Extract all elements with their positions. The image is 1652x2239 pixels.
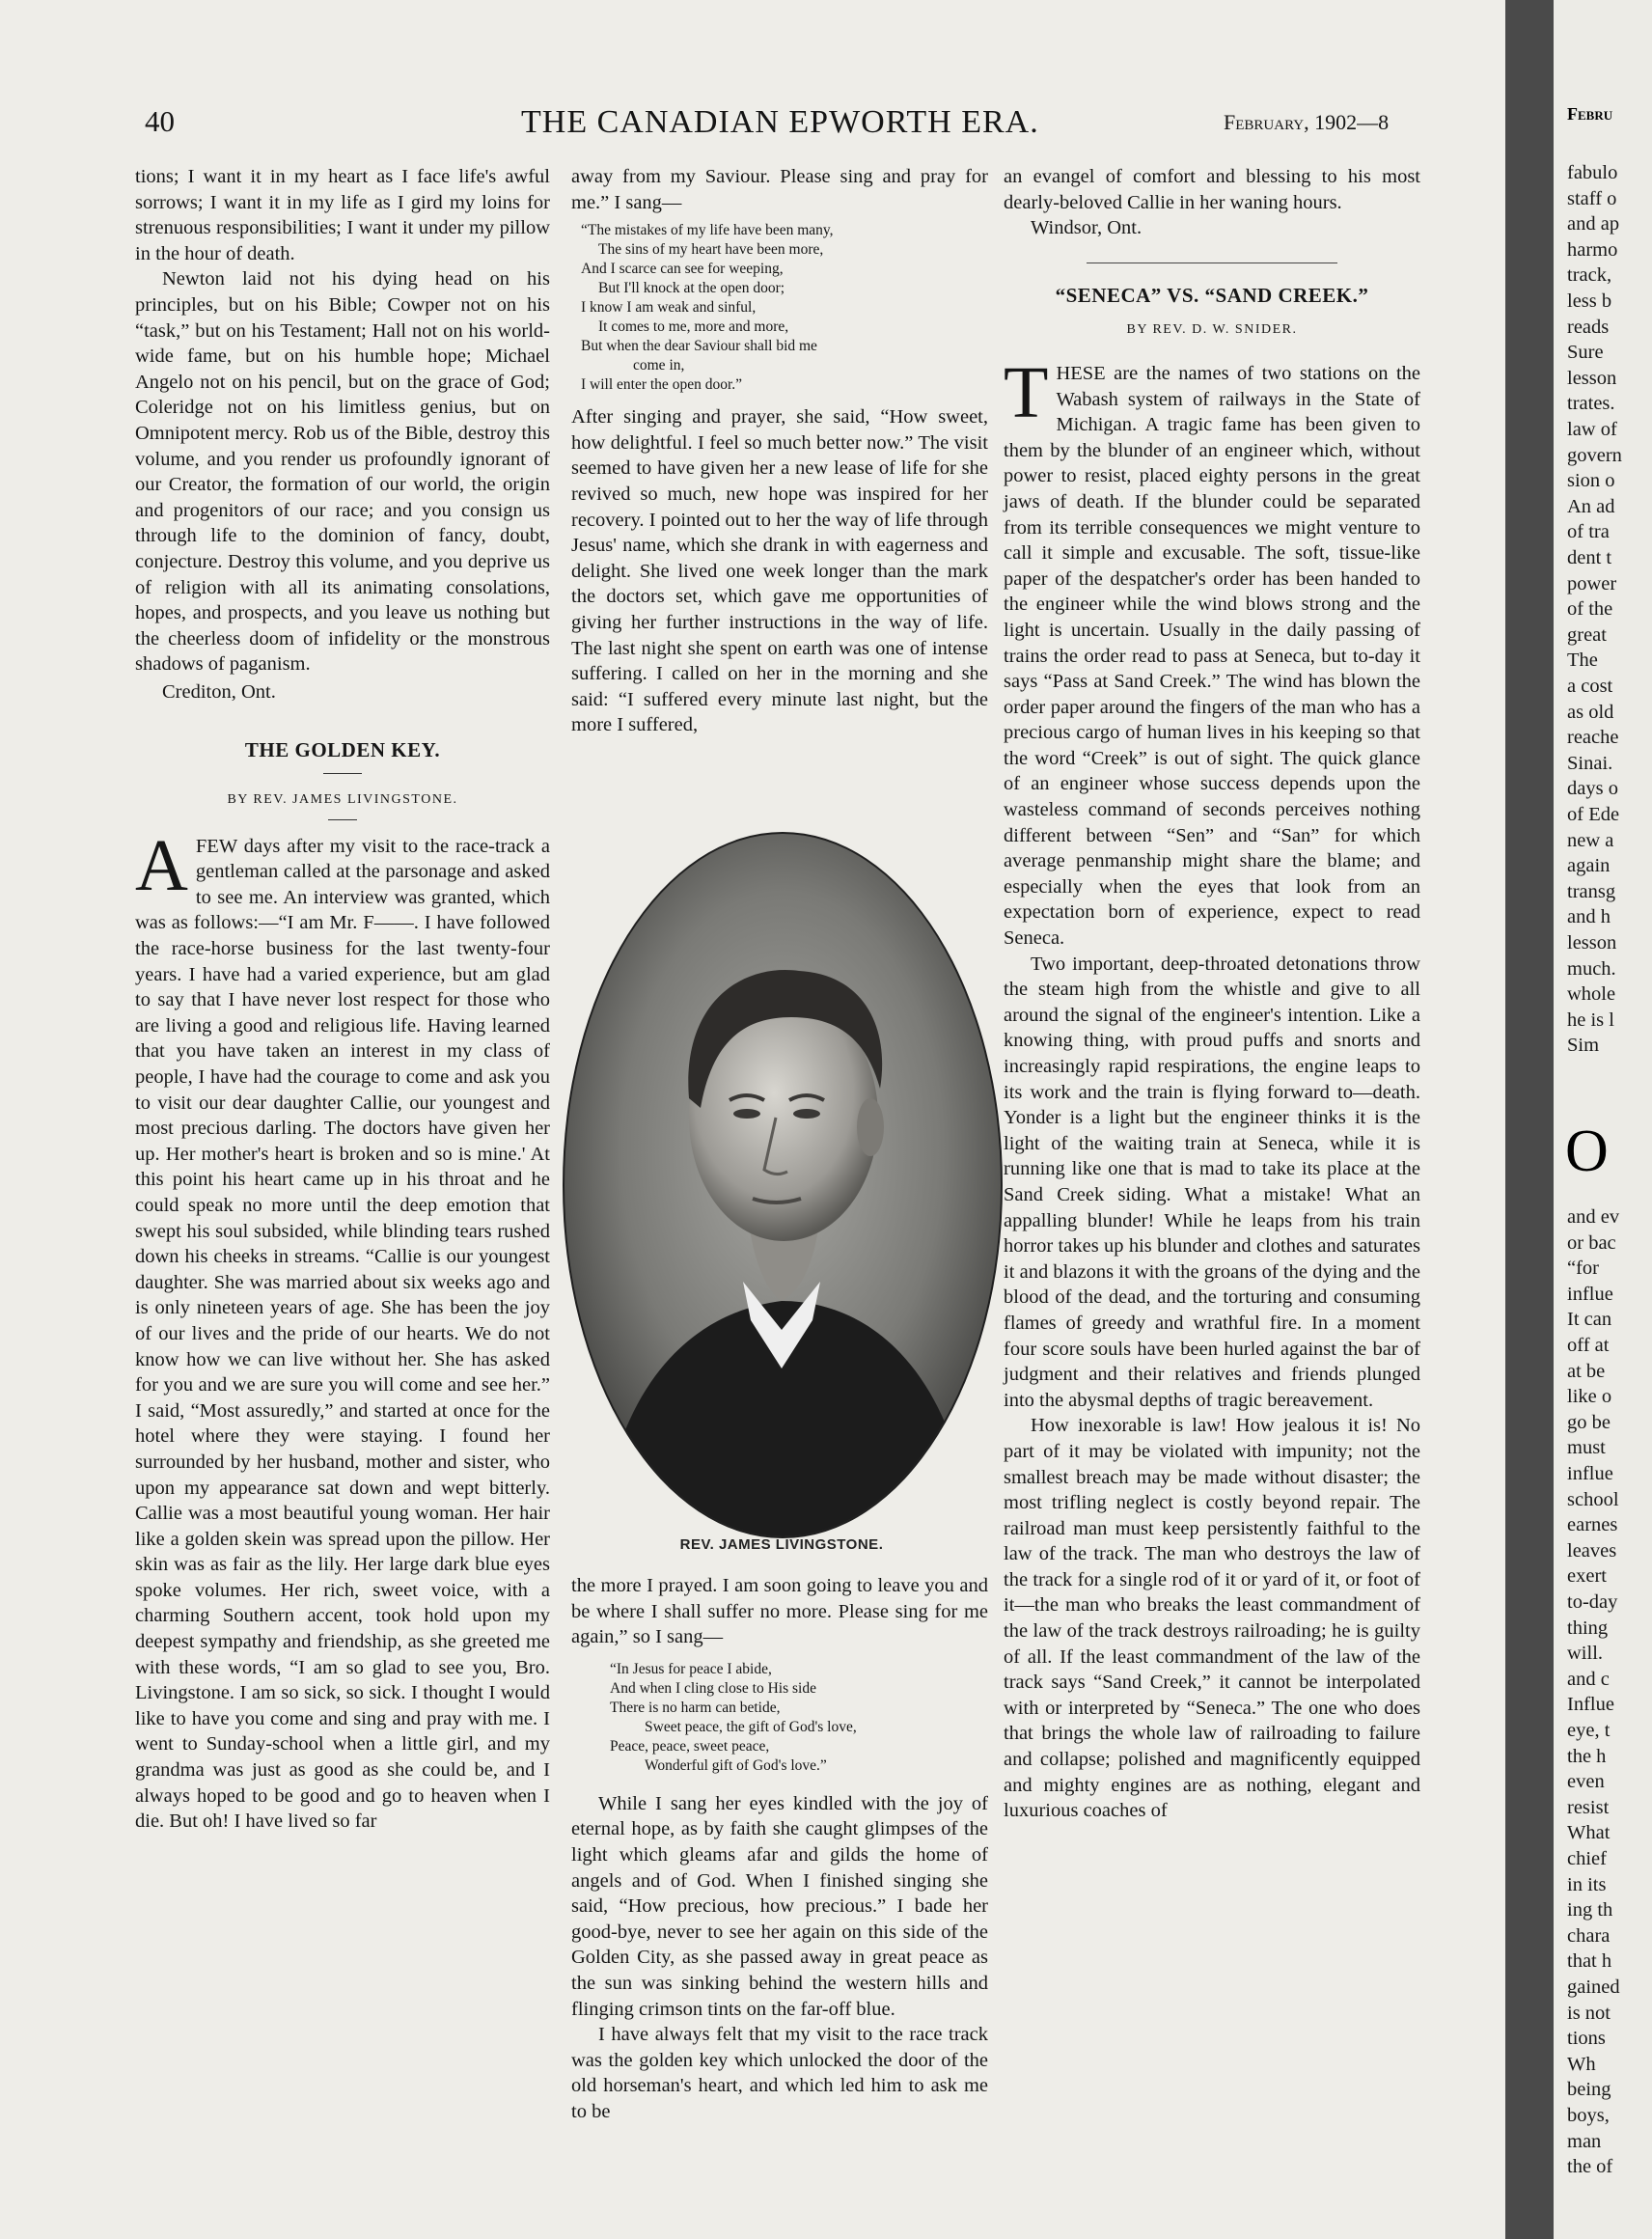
verse-line: And I scarce can see for weeping, [581,261,784,278]
paragraph: away from my Saviour. Please sing and pray for me.” I sang— [571,166,988,213]
byline: BY REV. D. W. SNIDER. [1126,322,1298,338]
text-fragment: days o [1567,778,1618,800]
text-fragment: of Ede [1567,804,1620,825]
text-fragment: to-day [1567,1591,1618,1613]
verse-line: But when the dear Saviour shall bid me [581,338,817,355]
text-fragment: power [1567,572,1617,594]
text-fragment: It can [1567,1309,1612,1331]
text-fragment: Wh [1567,2053,1596,2075]
issue-date: February, 1902—8 [1224,110,1390,134]
verse-line: But I'll knock at the open door; [598,280,785,297]
text-fragment: fabulo [1567,162,1618,183]
byline: BY REV. JAMES LIVINGSTONE. [227,792,458,808]
verse-line: “In Jesus for peace I abide, [610,1660,772,1677]
text-fragment: reache [1567,727,1619,749]
text-fragment: Sinai. [1567,752,1613,774]
verse-line: Peace, peace, sweet peace, [610,1737,770,1755]
article-body [135,824,550,1835]
publication-title: THE CANADIAN EPWORTH ERA. [521,104,1039,140]
text-fragment: trates. [1567,393,1615,415]
text-fragment: being [1567,2079,1611,2101]
verse-line: I will enter the open door.” [581,376,743,394]
column-3 [1004,164,1420,1824]
column-2-continued [571,1573,988,2125]
text-fragment: thing [1567,1617,1609,1639]
text-fragment: An ad [1567,495,1615,517]
verse-line: The sins of my heart have been more, [598,241,824,259]
text-fragment: gained [1567,1976,1620,1998]
dateline: Crediton, Ont. [162,680,276,703]
text-fragment: or bac [1567,1231,1616,1254]
text-fragment: of tra [1567,521,1610,543]
verse-line: come in, [633,357,685,374]
text-fragment: influe [1567,1463,1613,1484]
text-fragment: earnes [1567,1514,1618,1536]
text-fragment: even [1567,1771,1605,1793]
verse-line: It comes to me, more and more, [598,318,789,336]
paragraph: FEW days after my visit to the race-track a gentleman called at the parsonage and asked to see me. An interview was granted, which was as follows:—“I am Mr. F——. I have followed the race-horse business for the last twenty-four years. I have had a varied experience, but am glad to say that I have never lost respect for those who are living a good and religious life. Having learned that you have taken an interest in my class of people, I have had the courage to come and ask you to visit our dear daughter Callie, our youngest and most precious darling. The doctors have given her up. Her mother's heart is broken and so is mine.' At this point his heart came up in his throat and he could speak no more until the deep emotion that swept his soul subsided, while blinding tears rushed down his cheeks in streams. “Callie is our youngest daughter. She was married about six weeks ago and is only nineteen years of age. She has been the joy of our lives and the pride of our hearts. We do not know how we can live without her. She has asked for you and we are sure you will come and see her.” I said, “Most assuredly,” and started at once for the hotel where they were staying. I found her surrounded by her husband, mother and sister, who upon my appearance sat down and wept bitterly. Callie was a most beautiful young woman. Her hair like a golden skein was spread upon the pillow. Her skin was as fair as the lily. Her large dark blue eyes spoke volumes. Her rich, sweet voice, with a charming Southern accent, took hold upon my deepest sympathy and friendship, as she greeted me with these words, “I am so glad to see you, Bro. Livingstone. I am so sick, so sick. I thought I would like to have you come and sing and pray with me. I went to Sunday-school when a little girl, and my grandma was just as good as she could be, and I always hoped to be good and go to heaven when I die. But oh! I have lived so far [135,835,550,1833]
text-fragment: govern [1567,444,1622,466]
text-fragment: chief [1567,1848,1607,1869]
verse-line: Wonderful gift of God's love.” [645,1756,827,1774]
paragraph: While I sang her eyes kindled with the joy of eternal hope, as by faith she caught glimpses of the light which gleams afar and gilds the home of angels and of God. When I finished singing she said, “How precious, how precious.” I bade her good-bye, never to see her again on this side of the Golden City, as she passed away in great peace as the sun was sinking behind the western hills and flinging crimson tints on the far-off blue. [571,1792,988,2020]
drop-cap: A [135,824,188,906]
text-fragment: transg [1567,880,1616,902]
text-fragment: and c [1567,1668,1610,1690]
page-gutter [1505,0,1554,2239]
text-fragment: at be [1567,1360,1606,1382]
text-fragment: dent t [1567,547,1612,568]
text-fragment: track, [1567,264,1612,287]
paragraph: I have always felt that my visit to the race track was the golden key which unlocked the door of the old horseman's heart, and which led him to ask me to be [571,2024,988,2122]
text-fragment: that h [1567,1950,1612,1973]
text-fragment: a cost [1567,676,1613,697]
verse-line: Sweet peace, the gift of God's love, [645,1718,857,1735]
portrait-image [560,828,1005,1542]
page-number: 40 [145,104,175,138]
text-fragment: the of [1567,2156,1613,2178]
divider [323,773,362,774]
text-fragment: ing th [1567,1899,1613,1921]
text-fragment: eye, t [1567,1720,1611,1741]
text-fragment: as old [1567,701,1614,723]
text-fragment: great [1567,623,1607,646]
text-fragment: must [1567,1437,1606,1459]
text-fragment: of the [1567,598,1613,621]
text-fragment: man [1567,2130,1602,2152]
paragraph: Two important, deep-throated detonations throw the steam high from the whistle and give to all around the signal of the engineer's intention. Like a knowing thing, with proud puffs and snorts and increasingly rapid respirations, the engine leaps to its work and the train is flying forward to—death. Yonder is a light but the engineer thinks it is the light of the waiting train at Seneca, while it is running like one that is mad to take its place at the Sand Creek siding. What a mistake! What an appalling blunder! While he leaps from his train horror takes up his blunder and clothes and saturates it and blazons it with the groans of the dying and the blood of the dead, and the torturing and consuming flames of greedy and wrathful fire. In a moment four score souls have been hurled against the bar of judgment and their relatives and friends plunged into the abysmal depths of tragic bereavement. [1004,953,1420,1411]
paragraph: tions; I want it in my heart as I face life's awful sorrows; I want it in my life as I gird my loins for strenuous responsibilities; I want it under my pillow in the hour of death. [135,166,550,264]
text-fragment: like o [1567,1386,1612,1408]
paragraph: HESE are the names of two stations on the Wabash system of railways in the State of Michigan. A tragic fame has been given to them by the blunder of an engineer which, without power to resist, placed eighty persons in the great jaws of death. If the blunder could be separated from its terrible consequences we might venture to call it simple and excusable. The soft, tissue-like paper of the despatcher's order has been handed to the engineer while the wind blows strong and the light is uncertain. Usually in the daily passing of trains the order read to pass at Seneca, but to-day it says “Pass at Sand Creek.” The wind has blown the order paper around the fingers of the man who has a precious cargo of human lives in his keeping so that the word “Creek” is out of sight. The quick glance of an engineer whose success depends upon the wasteless command of seconds perceives nothing different between “Sen” and “San” for which average penmanship might share the blame; and especially when the eyes that look from an expectation born of experience, expect to read Seneca. [1004,362,1420,950]
article-body [1004,351,1420,952]
column-1 [135,164,550,1835]
facing-page-header: Febru [1567,104,1613,124]
paragraph: Newton laid not his dying head on his principles, but on his Bible; Cowper not on his “task,” but on his Testament; Hall not on his world-wide fame, but on his humble hope; Michael Angelo not on his pencil, but on the grace of God; Coleridge not on his limitless genius, but on Omnipotent mercy. Rob us of the Bible, destroy this volume, and you render us profoundly ignorant of our Creator, the formation of our world, the origin and progenitors of our race; and you consign us through life to the dominion of fancy, doubt, conjecture. Destroy this volume, and you deprive us of religion with all its animating consolations, hopes, and prospects, and you leave us nothing but the cheerless doom of infidelity or the monstrous shadows of paganism. [135,268,550,676]
text-fragment: law of [1567,419,1617,440]
text-fragment: again [1567,855,1611,877]
text-fragment: reads [1567,316,1610,338]
text-fragment: influe [1567,1283,1613,1305]
text-fragment: tions [1567,2028,1606,2050]
divider [328,819,357,820]
text-fragment: and ev [1567,1206,1620,1228]
hymn-verse [581,221,988,395]
text-fragment: off at [1567,1335,1610,1356]
hymn-verse [610,1660,988,1776]
paragraph: the more I prayed. I am soon going to leave you and be where I shall suffer no more. Please sing for me again,” so I sang— [571,1575,988,1648]
text-fragment: staff o [1567,187,1617,209]
text-fragment: chara [1567,1924,1611,1947]
text-fragment: less b [1567,290,1612,312]
text-fragment: leaves [1567,1539,1617,1562]
text-fragment: in its [1567,1873,1607,1895]
text-fragment: boys, [1567,2105,1610,2126]
text-fragment: “for [1567,1258,1600,1280]
verse-line: There is no harm can betide, [610,1699,781,1716]
text-fragment: new a [1567,829,1614,851]
paragraph: an evangel of comfort and blessing to his most dearly-beloved Callie in her waning hours. [1004,166,1420,213]
text-fragment: whole [1567,983,1616,1006]
text-fragment: will. [1567,1643,1604,1665]
text-fragment: lesson [1567,932,1617,954]
verse-line: I know I am weak and sinful, [581,299,757,317]
text-fragment: lesson [1567,367,1617,389]
facing-page-edge [1554,0,1652,2239]
text-fragment: Influe [1567,1694,1614,1716]
text-fragment: Sim [1567,1035,1600,1057]
portrait-caption: REV. JAMES LIVINGSTONE. [679,1536,884,1553]
verse-line: “The mistakes of my life have been many, [581,222,834,239]
text-fragment: the h [1567,1745,1607,1767]
dateline: Windsor, Ont. [1031,217,1143,239]
text-fragment: exert [1567,1565,1607,1588]
paragraph: After singing and prayer, she said, “How sweet, how delightful. I feel so much better now.” The visit seemed to have given her a new lease of life for she revived so much, new hope was inspired for her recovery. I pointed out to her the way of life through Jesus' name, which she drank in with eagerness and delight. She lived one week longer than the mark the doctors set, which gave me opportunities of giving her further instructions in the way of life. The last night she spent on earth was one of intense suffering. I called on her in the morning and she said: “I suffered every minute last night, but the more I suffered, [571,406,988,736]
text-fragment: go be [1567,1411,1611,1433]
text-fragment: resist [1567,1796,1610,1818]
text-fragment: harmo [1567,238,1618,261]
drop-cap: O [1565,1119,1609,1184]
text-fragment: school [1567,1488,1619,1510]
text-fragment: is not [1567,2002,1611,2024]
article-heading: THE GOLDEN KEY. [244,738,441,762]
text-fragment: Sure [1567,342,1604,364]
paragraph: How inexorable is law! How jealous it is! No part of it may be violated with impunity; not the smallest breach may be made without disaster; the most trifling neglect is costly beyond repair. The railroad man must keep persistently faithful to the law of the track. The man who destroys the law of the track for a single rod of it or yard of it, or foot of it—the man who breaks the least commandment of the law of the track destroys railroading; he is guilty of all. If the least commandment of the law of the track says “Sand Creek,” it cannot be interpolated with or interpreted by “Seneca.” The one who does that brings the whole law of railroading to failure and collapse; polished and magnificently equipped and mighty engines are as nothing, elegant and luxurious coaches of [1004,1415,1420,1822]
drop-cap: T [1004,351,1049,433]
text-fragment: sion o [1567,470,1615,492]
text-fragment: and ap [1567,213,1620,235]
column-2 [571,164,988,738]
article-heading: “SENECA” VS. “SAND CREEK.” [1055,283,1369,307]
text-fragment: and h [1567,906,1611,928]
verse-line: And when I cling close to His side [610,1679,816,1697]
text-fragment: he is l [1567,1009,1614,1031]
text-fragment: The [1567,650,1598,672]
text-fragment: much. [1567,957,1616,980]
text-fragment: What [1567,1822,1611,1844]
portrait-photo [560,828,1005,1542]
